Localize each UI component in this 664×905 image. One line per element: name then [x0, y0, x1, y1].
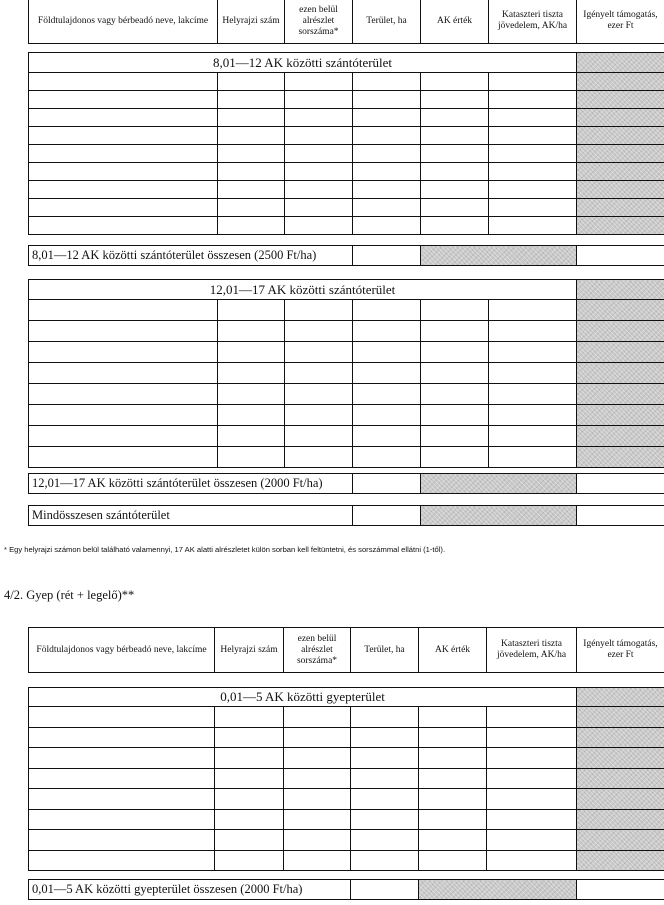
entry-cell[interactable] [285, 384, 353, 405]
table-row [29, 809, 664, 830]
entry-cell[interactable] [218, 163, 285, 181]
entry-cell[interactable] [215, 789, 284, 810]
entry-cell[interactable] [218, 127, 285, 145]
col-header-subplot: ezen belül alrészlet sorszáma* [285, 0, 353, 44]
col-header-subplot: ezen belül alrészlet sorszáma* [284, 628, 351, 673]
table-row [29, 768, 664, 789]
table-row [29, 850, 664, 871]
entry-cell[interactable] [421, 199, 489, 217]
entry-cell[interactable] [351, 789, 419, 810]
entry-cell[interactable] [29, 163, 218, 181]
entry-cell[interactable] [487, 809, 577, 830]
shaded-cell [577, 109, 664, 127]
entry-cell[interactable] [285, 363, 353, 384]
shaded-cell [577, 342, 664, 363]
entry-cell[interactable] [29, 342, 218, 363]
shaded-cell [577, 300, 664, 321]
shaded-cell [577, 199, 664, 217]
entry-cell[interactable] [284, 830, 351, 851]
footnote: * Egy helyrajzi számon belül található valamennyi, 17 AK alatti alrészletet külön sorban kell feltüntetni, és sorszámmal ellátni (1-től). [4, 545, 446, 554]
total-area-cell[interactable] [353, 246, 421, 266]
entry-cell[interactable] [285, 447, 353, 468]
entry-cell[interactable] [353, 363, 421, 384]
block-12-17-total [28, 473, 664, 494]
entry-cell[interactable] [29, 217, 218, 235]
entry-cell[interactable] [218, 181, 285, 199]
shaded-cell [421, 246, 577, 266]
entry-cell[interactable] [218, 321, 285, 342]
entry-cell[interactable] [284, 748, 351, 769]
table-row [29, 321, 664, 342]
entry-cell[interactable] [351, 748, 419, 769]
table-row [29, 145, 664, 163]
block-8-12-table [28, 52, 664, 235]
entry-cell[interactable] [285, 127, 353, 145]
entry-cell[interactable] [353, 163, 421, 181]
table-row [29, 199, 664, 217]
entry-cell[interactable] [29, 768, 215, 789]
shaded-cell [421, 474, 577, 494]
entry-cell[interactable] [419, 830, 487, 851]
entry-cell[interactable] [29, 405, 218, 426]
table-row [29, 748, 664, 769]
col-header-owner: Földtulajdonos vagy bérbeadó neve, lakcíme [29, 0, 218, 44]
table-row [29, 384, 664, 405]
col-header-owner: Földtulajdonos vagy bérbeadó neve, lakcíme [29, 628, 215, 673]
entry-cell[interactable] [489, 217, 577, 235]
entry-cell[interactable] [215, 707, 284, 728]
header-table-gyep [28, 627, 664, 673]
entry-cell[interactable] [215, 809, 284, 830]
col-header-income: Kataszteri tiszta jövedelem, AK/ha [489, 0, 577, 44]
shaded-cell [577, 768, 664, 789]
entry-cell[interactable] [353, 217, 421, 235]
shaded-cell [577, 73, 664, 91]
col-header-ak: AK érték [419, 628, 487, 673]
entry-cell[interactable] [353, 321, 421, 342]
entry-cell[interactable] [29, 145, 218, 163]
entry-cell[interactable] [353, 127, 421, 145]
entry-cell[interactable] [487, 768, 577, 789]
entry-cell[interactable] [419, 789, 487, 810]
entry-cell[interactable] [29, 426, 218, 447]
entry-cell[interactable] [421, 363, 489, 384]
entry-cell[interactable] [351, 727, 419, 748]
entry-cell[interactable] [29, 321, 218, 342]
header-table-szanto [28, 0, 664, 44]
entry-cell[interactable] [284, 789, 351, 810]
block-gyep-caption: 0,01—5 AK közötti gyepterület [29, 688, 577, 707]
table-row [29, 163, 664, 181]
entry-cell[interactable] [29, 127, 218, 145]
entry-cell[interactable] [29, 748, 215, 769]
entry-cell[interactable] [29, 707, 215, 728]
entry-cell[interactable] [29, 850, 215, 871]
grand-total-label: Mindösszesen szántóterület [29, 506, 353, 526]
table-row [29, 73, 664, 91]
entry-cell[interactable] [489, 127, 577, 145]
entry-cell[interactable] [218, 199, 285, 217]
entry-cell[interactable] [285, 181, 353, 199]
shaded-cell [421, 506, 577, 526]
table-row [29, 300, 664, 321]
entry-cell[interactable] [29, 91, 218, 109]
table-row [29, 127, 664, 145]
entry-cell[interactable] [489, 109, 577, 127]
table-row [29, 426, 664, 447]
entry-cell[interactable] [215, 727, 284, 748]
grand-total-table [28, 505, 664, 526]
entry-cell[interactable] [285, 91, 353, 109]
table-row [29, 447, 664, 468]
entry-cell[interactable] [215, 748, 284, 769]
entry-cell[interactable] [353, 405, 421, 426]
entry-cell[interactable] [29, 727, 215, 748]
entry-cell[interactable] [489, 91, 577, 109]
shaded-cell [577, 321, 664, 342]
entry-cell[interactable] [218, 73, 285, 91]
table-row [29, 342, 664, 363]
entry-cell[interactable] [218, 145, 285, 163]
entry-cell[interactable] [29, 830, 215, 851]
entry-cell[interactable] [285, 109, 353, 127]
shaded-cell [577, 707, 664, 728]
shaded-cell [577, 447, 664, 468]
entry-cell[interactable] [489, 163, 577, 181]
entry-cell[interactable] [29, 73, 218, 91]
col-header-income: Kataszteri tiszta jövedelem, AK/ha [487, 628, 577, 673]
shaded-cell [419, 880, 577, 900]
entry-cell[interactable] [487, 789, 577, 810]
entry-cell[interactable] [218, 447, 285, 468]
col-header-lot: Helyrajzi szám [215, 628, 284, 673]
shaded-cell [577, 830, 664, 851]
entry-cell[interactable] [421, 91, 489, 109]
total-support-cell[interactable] [577, 880, 664, 900]
entry-cell[interactable] [215, 830, 284, 851]
block-8-12-caption: 8,01—12 AK közötti szántóterület [29, 53, 577, 73]
entry-cell[interactable] [419, 748, 487, 769]
shaded-cell [577, 53, 664, 73]
entry-cell[interactable] [218, 363, 285, 384]
entry-cell[interactable] [489, 405, 577, 426]
entry-cell[interactable] [351, 809, 419, 830]
shaded-cell [577, 384, 664, 405]
entry-cell[interactable] [285, 342, 353, 363]
entry-cell[interactable] [487, 850, 577, 871]
entry-cell[interactable] [284, 727, 351, 748]
entry-cell[interactable] [421, 447, 489, 468]
entry-cell[interactable] [421, 342, 489, 363]
total-area-cell[interactable] [353, 474, 421, 494]
entry-cell[interactable] [489, 73, 577, 91]
total-area-cell[interactable] [351, 880, 419, 900]
entry-cell[interactable] [285, 217, 353, 235]
shaded-cell [577, 181, 664, 199]
entry-cell[interactable] [285, 145, 353, 163]
table-row [29, 109, 664, 127]
block-gyep-rows [29, 707, 664, 871]
entry-cell[interactable] [29, 809, 215, 830]
entry-cell[interactable] [419, 727, 487, 748]
entry-cell[interactable] [489, 447, 577, 468]
table-row [29, 181, 664, 199]
entry-cell[interactable] [489, 321, 577, 342]
entry-cell[interactable] [351, 850, 419, 871]
entry-cell[interactable] [353, 426, 421, 447]
entry-cell[interactable] [353, 300, 421, 321]
entry-cell[interactable] [489, 363, 577, 384]
col-header-lot: Helyrajzi szám [218, 0, 285, 44]
block-8-12-total-label: 8,01—12 AK közötti szántóterület összesen (2500 Ft/ha) [29, 246, 353, 266]
entry-cell[interactable] [419, 768, 487, 789]
entry-cell[interactable] [353, 145, 421, 163]
entry-cell[interactable] [487, 707, 577, 728]
entry-cell[interactable] [421, 127, 489, 145]
shaded-cell [577, 405, 664, 426]
col-header-support: Igényelt támogatás, ezer Ft [577, 0, 664, 44]
entry-cell[interactable] [421, 109, 489, 127]
shaded-cell [577, 748, 664, 769]
entry-cell[interactable] [285, 199, 353, 217]
entry-cell[interactable] [353, 91, 421, 109]
block-12-17-table [28, 279, 664, 468]
entry-cell[interactable] [421, 181, 489, 199]
entry-cell[interactable] [421, 163, 489, 181]
shaded-cell [577, 850, 664, 871]
entry-cell[interactable] [215, 850, 284, 871]
entry-cell[interactable] [421, 217, 489, 235]
shaded-cell [577, 363, 664, 384]
col-header-area: Terület, ha [353, 0, 421, 44]
entry-cell[interactable] [284, 809, 351, 830]
entry-cell[interactable] [489, 384, 577, 405]
table-row [29, 830, 664, 851]
entry-cell[interactable] [489, 300, 577, 321]
entry-cell[interactable] [353, 73, 421, 91]
shaded-cell [577, 127, 664, 145]
entry-cell[interactable] [284, 768, 351, 789]
entry-cell[interactable] [419, 707, 487, 728]
section-title: 4/2. Gyep (rét + legelő)** [4, 588, 135, 602]
entry-cell[interactable] [421, 145, 489, 163]
entry-cell[interactable] [353, 447, 421, 468]
entry-cell[interactable] [353, 384, 421, 405]
entry-cell[interactable] [285, 426, 353, 447]
entry-cell[interactable] [218, 300, 285, 321]
table-row [29, 405, 664, 426]
entry-cell[interactable] [218, 384, 285, 405]
entry-cell[interactable] [353, 181, 421, 199]
shaded-cell [577, 91, 664, 109]
entry-cell[interactable] [421, 426, 489, 447]
total-support-cell[interactable] [577, 506, 664, 526]
entry-cell[interactable] [218, 109, 285, 127]
shaded-cell [577, 145, 664, 163]
table-row [29, 91, 664, 109]
shaded-cell [577, 688, 664, 707]
entry-cell[interactable] [487, 830, 577, 851]
entry-cell[interactable] [218, 426, 285, 447]
entry-cell[interactable] [29, 199, 218, 217]
entry-cell[interactable] [215, 768, 284, 789]
total-area-cell[interactable] [353, 506, 421, 526]
shaded-cell [577, 280, 664, 300]
entry-cell[interactable] [285, 300, 353, 321]
entry-cell[interactable] [351, 768, 419, 789]
col-header-area: Terület, ha [351, 628, 419, 673]
total-support-cell[interactable] [577, 246, 664, 266]
entry-cell[interactable] [285, 321, 353, 342]
entry-cell[interactable] [29, 181, 218, 199]
shaded-cell [577, 809, 664, 830]
entry-cell[interactable] [487, 727, 577, 748]
total-support-cell[interactable] [577, 474, 664, 494]
block-gyep-table [28, 687, 664, 871]
block-gyep-total-label: 0,01—5 AK közötti gyepterület összesen (2000 Ft/ha) [29, 880, 351, 900]
col-header-support: Igényelt támogatás, ezer Ft [577, 628, 664, 673]
entry-cell[interactable] [353, 342, 421, 363]
entry-cell[interactable] [29, 447, 218, 468]
block-12-17-caption: 12,01—17 AK közötti szántóterület [29, 280, 577, 300]
entry-cell[interactable] [351, 830, 419, 851]
entry-cell[interactable] [29, 789, 215, 810]
entry-cell[interactable] [489, 342, 577, 363]
entry-cell[interactable] [489, 199, 577, 217]
entry-cell[interactable] [29, 300, 218, 321]
entry-cell[interactable] [487, 748, 577, 769]
entry-cell[interactable] [421, 384, 489, 405]
entry-cell[interactable] [285, 405, 353, 426]
table-row [29, 707, 664, 728]
block-gyep-total [28, 879, 664, 900]
entry-cell[interactable] [29, 384, 218, 405]
entry-cell[interactable] [489, 426, 577, 447]
table-row [29, 217, 664, 235]
block-12-17-rows [29, 300, 664, 468]
entry-cell[interactable] [419, 809, 487, 830]
entry-cell[interactable] [421, 73, 489, 91]
entry-cell[interactable] [285, 163, 353, 181]
entry-cell[interactable] [353, 199, 421, 217]
entry-cell[interactable] [489, 181, 577, 199]
block-8-12-total [28, 245, 664, 266]
table-row [29, 363, 664, 384]
entry-cell[interactable] [421, 300, 489, 321]
block-8-12-rows [29, 73, 664, 235]
entry-cell[interactable] [218, 342, 285, 363]
shaded-cell [577, 789, 664, 810]
entry-cell[interactable] [29, 363, 218, 384]
entry-cell[interactable] [421, 321, 489, 342]
shaded-cell [577, 217, 664, 235]
shaded-cell [577, 426, 664, 447]
table-row [29, 727, 664, 748]
entry-cell[interactable] [284, 850, 351, 871]
entry-cell[interactable] [419, 850, 487, 871]
table-row [29, 789, 664, 810]
entry-cell[interactable] [218, 217, 285, 235]
shaded-cell [577, 727, 664, 748]
shaded-cell [577, 163, 664, 181]
block-12-17-total-label: 12,01—17 AK közötti szántóterület összesen (2000 Ft/ha) [29, 474, 353, 494]
col-header-ak: AK érték [421, 0, 489, 44]
entry-cell[interactable] [218, 405, 285, 426]
entry-cell[interactable] [351, 707, 419, 728]
entry-cell[interactable] [218, 91, 285, 109]
entry-cell[interactable] [353, 109, 421, 127]
entry-cell[interactable] [489, 145, 577, 163]
entry-cell[interactable] [29, 109, 218, 127]
entry-cell[interactable] [285, 73, 353, 91]
entry-cell[interactable] [421, 405, 489, 426]
entry-cell[interactable] [284, 707, 351, 728]
